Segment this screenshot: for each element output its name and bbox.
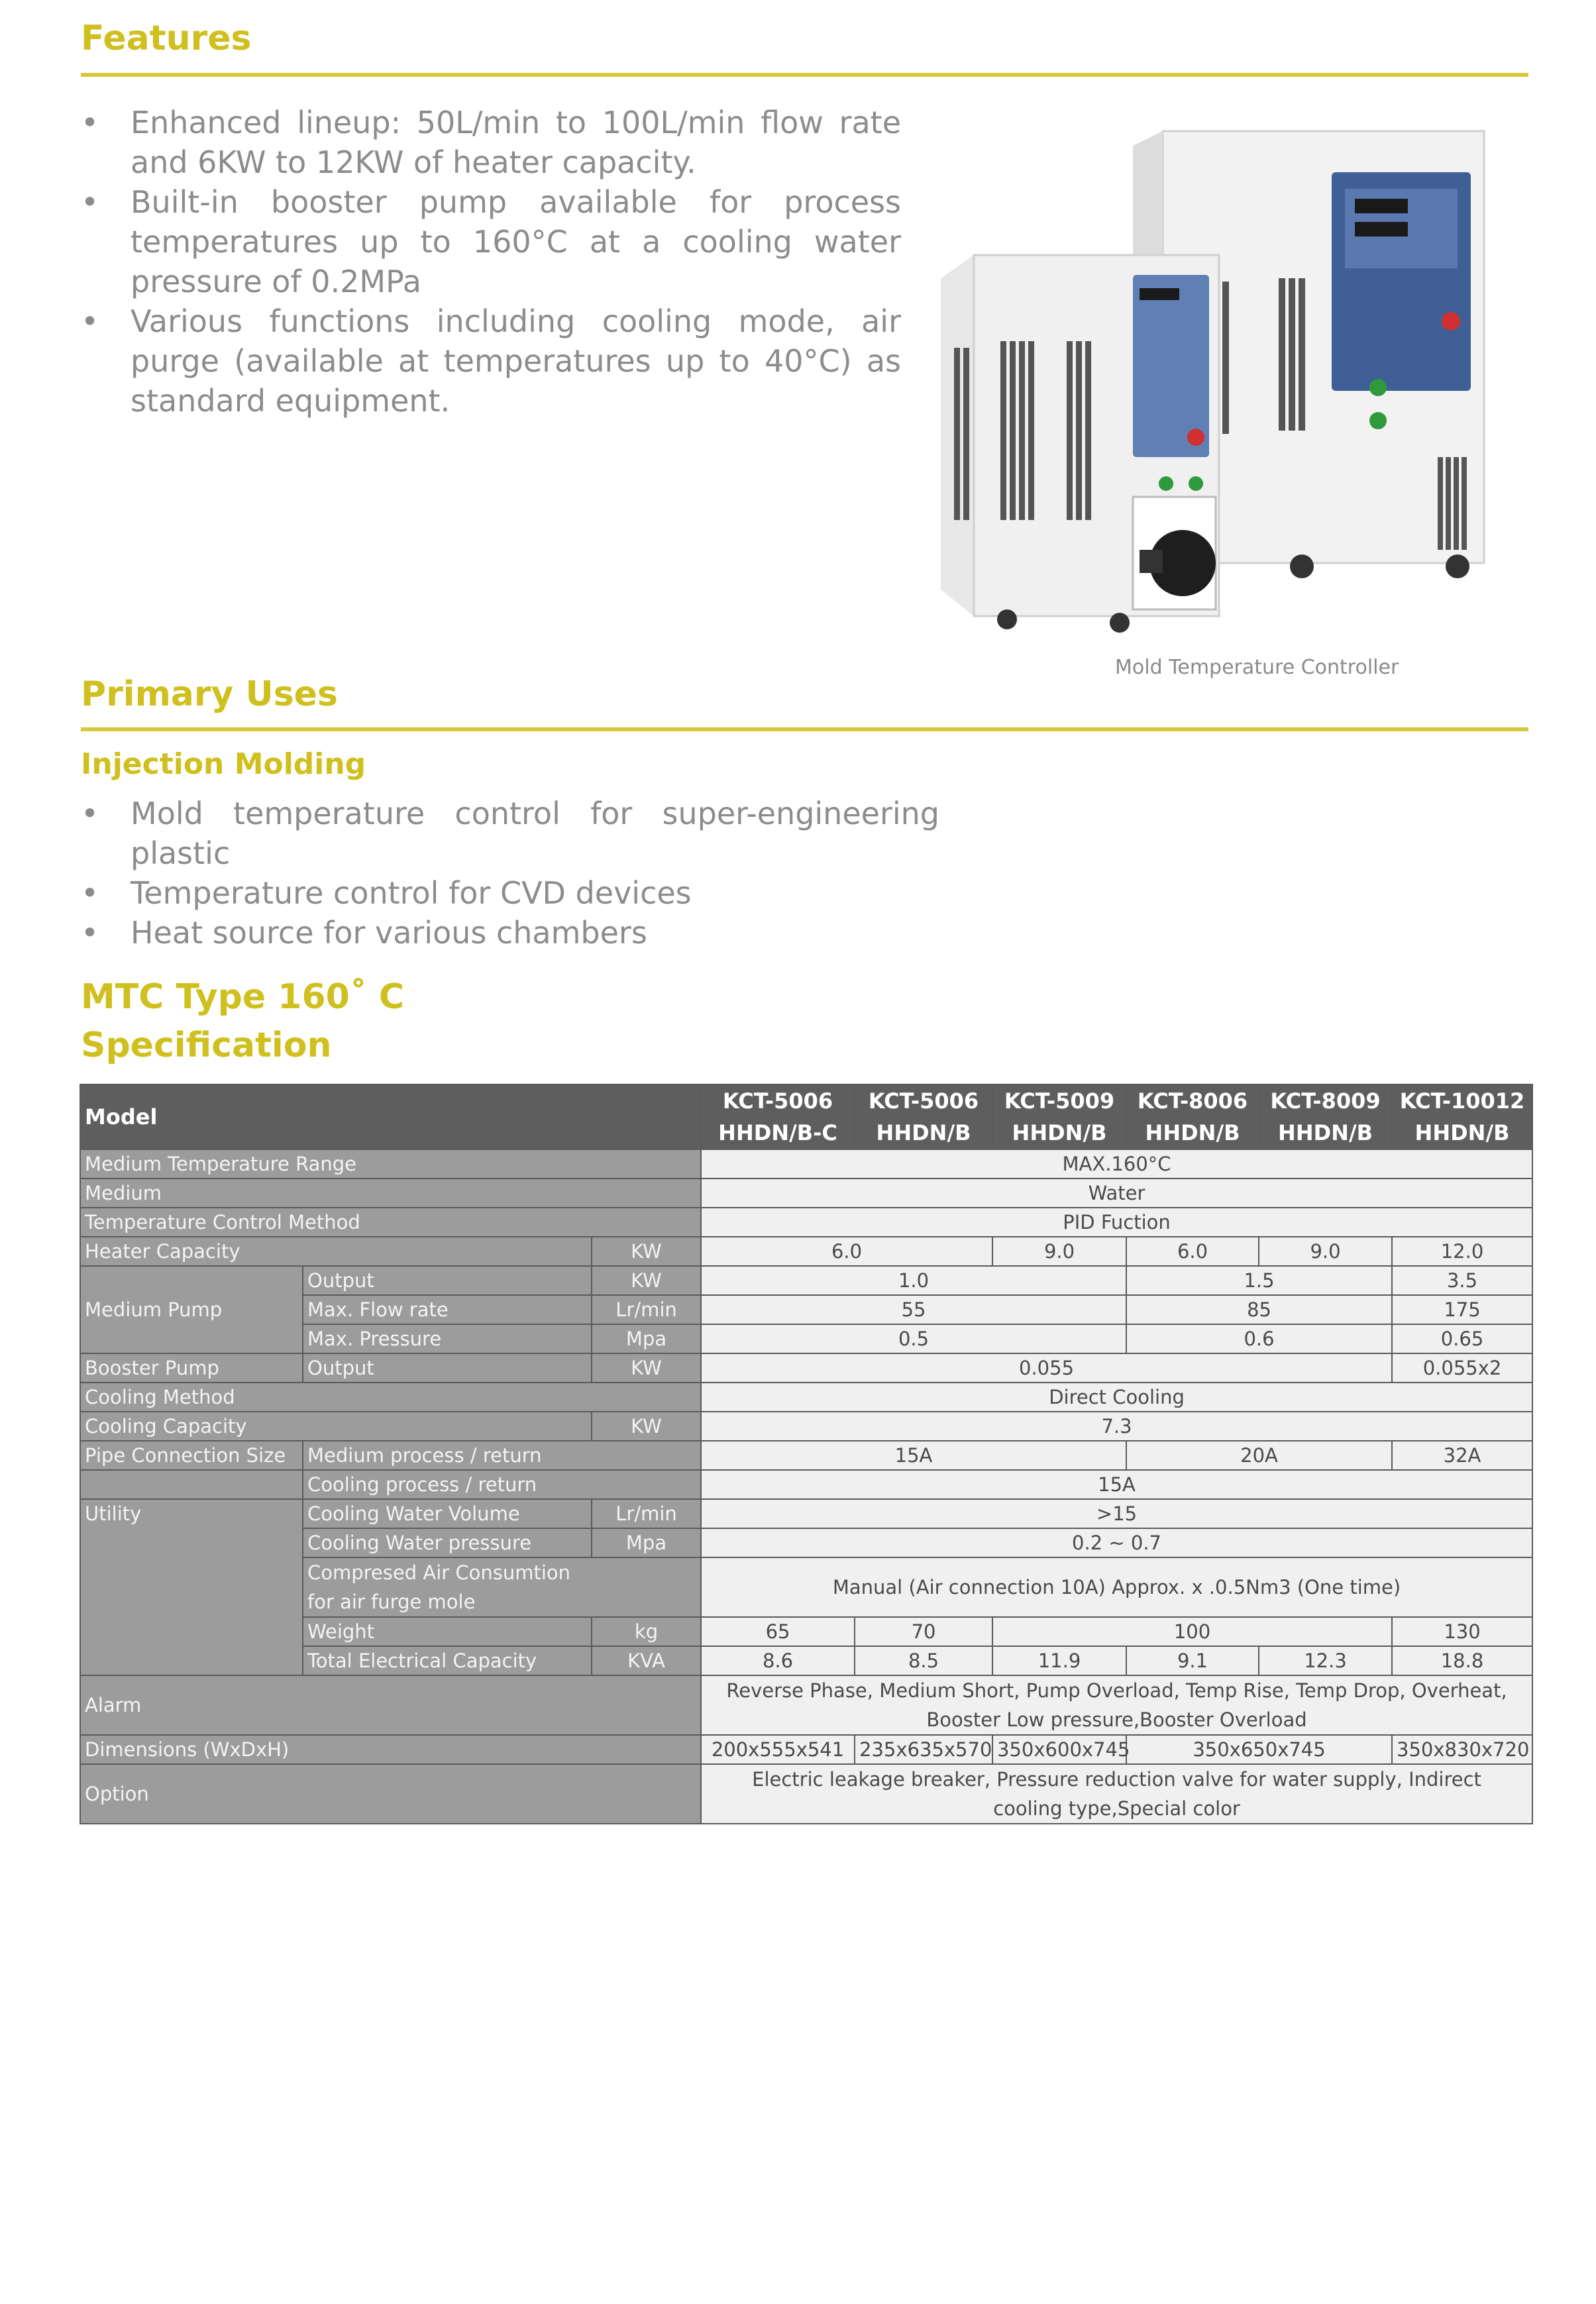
row-label: Cooling Capacity (80, 1412, 592, 1441)
cell: >15 (701, 1499, 1532, 1528)
row-label: Temperature Control Method (80, 1208, 701, 1237)
cell: 85 (1126, 1295, 1392, 1324)
table-row (80, 1470, 1532, 1499)
model-header: Model (80, 1084, 701, 1149)
cell: 3.5 (1392, 1266, 1532, 1295)
unit: KW (592, 1266, 701, 1295)
cell: PID Fuction (701, 1208, 1532, 1237)
cell: 12.0 (1392, 1237, 1532, 1266)
unit: Mpa (592, 1324, 701, 1353)
cell: 15A (701, 1441, 1126, 1470)
primary-uses-list (81, 794, 939, 953)
cell: 350x600x745 (992, 1735, 1126, 1764)
row-label (80, 1470, 303, 1499)
unit: Lr/min (592, 1295, 701, 1324)
row-label: Utility (80, 1499, 303, 1675)
cell: 9.0 (992, 1237, 1126, 1266)
primary-uses-title: Primary Uses (81, 674, 338, 714)
row-sublabel: Medium process / return (303, 1441, 701, 1470)
unit: KW (592, 1353, 701, 1383)
cell: Water (701, 1178, 1532, 1208)
row-sublabel: Output (303, 1266, 592, 1295)
cell: 70 (855, 1617, 992, 1646)
cell: 32A (1392, 1441, 1532, 1470)
cell: 100 (992, 1617, 1392, 1646)
product-image (941, 126, 1491, 649)
row-label: Heater Capacity (80, 1237, 592, 1266)
row-label: Medium Temperature Range (80, 1149, 701, 1178)
cell: Reverse Phase, Medium Short, Pump Overload, Temp Rise, Temp Drop, Overheat, Booster Low pressure,Booster Overload (701, 1675, 1532, 1735)
cell: 8.5 (855, 1646, 992, 1675)
table-row (80, 1412, 1532, 1441)
spec-subtitle: Specification (81, 1025, 332, 1065)
cell: 0.6 (1126, 1324, 1392, 1353)
row-label: Option (80, 1764, 701, 1824)
table-row (80, 1499, 1532, 1528)
list-item: • Temperature control for CVD devices (81, 875, 692, 911)
cell: 9.1 (1126, 1646, 1259, 1675)
row-sublabel: Compresed Air Consumtion for air furge mole (303, 1557, 701, 1617)
row-sublabel: Cooling process / return (303, 1470, 701, 1499)
row-sublabel: Cooling Water pressure (303, 1528, 592, 1557)
row-sublabel: Max. Pressure (303, 1324, 592, 1353)
unit: Lr/min (592, 1499, 701, 1528)
cell: 6.0 (1126, 1237, 1259, 1266)
table-row (80, 1208, 1532, 1237)
cell: 0.65 (1392, 1324, 1532, 1353)
row-sublabel: Cooling Water Volume (303, 1499, 592, 1528)
table-row (80, 1675, 1532, 1735)
table-row (80, 1353, 1532, 1383)
cell: 55 (701, 1295, 1126, 1324)
cell: 0.055 (701, 1353, 1392, 1383)
list-item: • Built-in booster pump available for process temperatures up to 160°C at a cooling water pressure of 0.2MPa (81, 184, 901, 299)
unit: Mpa (592, 1528, 701, 1557)
model-1: KCT-5006 HHDN/B-C (701, 1084, 855, 1149)
unit: KVA (592, 1646, 701, 1675)
cell: 12.3 (1259, 1646, 1392, 1675)
cell: 6.0 (701, 1237, 992, 1266)
cell: 1.5 (1126, 1266, 1392, 1295)
cell: 1.0 (701, 1266, 1126, 1295)
cell: 0.055x2 (1392, 1353, 1532, 1383)
image-caption: Mold Temperature Controller (1115, 656, 1399, 679)
row-label: Cooling Method (80, 1383, 701, 1412)
unit: KW (592, 1412, 701, 1441)
unit: KW (592, 1237, 701, 1266)
row-label: Dimensions (WxDxH) (80, 1735, 701, 1764)
cell: 0.5 (701, 1324, 1126, 1353)
cell: 20A (1126, 1441, 1392, 1470)
model-2: KCT-5006 HHDN/B (855, 1084, 992, 1149)
list-item: • Various functions including cooling mode, air purge (available at temperatures up to 40°C) as standard equipment. (81, 303, 901, 419)
spec-table (80, 1084, 1533, 1824)
spec-title: MTC Type 160˚ C (81, 977, 405, 1017)
model-3: KCT-5009 HHDN/B (992, 1084, 1126, 1149)
list-item: • Mold temperature control for super-engineering plastic (81, 796, 939, 871)
row-sublabel: Total Electrical Capacity (303, 1646, 592, 1675)
row-sublabel: Max. Flow rate (303, 1295, 592, 1324)
cell: 175 (1392, 1295, 1532, 1324)
row-sublabel: Output (303, 1353, 592, 1383)
features-title: Features (81, 19, 252, 58)
table-row (80, 1735, 1532, 1764)
unit: kg (592, 1617, 701, 1646)
cell: 7.3 (701, 1412, 1532, 1441)
cell: 8.6 (701, 1646, 855, 1675)
cell: 350x650x745 (1126, 1735, 1392, 1764)
cell: 0.2 ~ 0.7 (701, 1528, 1532, 1557)
cell: 350x830x720 (1392, 1735, 1532, 1764)
cell: 200x555x541 (701, 1735, 855, 1764)
table-row (80, 1237, 1532, 1266)
cell: Direct Cooling (701, 1383, 1532, 1412)
model-4: KCT-8006 HHDN/B (1126, 1084, 1259, 1149)
row-label: Medium Pump (80, 1266, 303, 1353)
table-row (80, 1441, 1532, 1470)
table-row (80, 1266, 1532, 1295)
table-row (80, 1383, 1532, 1412)
cell: MAX.160°C (701, 1149, 1532, 1178)
row-label: Booster Pump (80, 1353, 303, 1383)
features-list (81, 103, 901, 421)
primary-uses-subtitle: Injection Molding (81, 747, 366, 781)
model-5: KCT-8009 HHDN/B (1259, 1084, 1392, 1149)
cell: Electric leakage breaker, Pressure reduction valve for water supply, Indirect cooling type,Special color (701, 1764, 1532, 1824)
table-row (80, 1084, 1532, 1149)
cell: Manual (Air connection 10A) Approx. x .0.5Nm3 (One time) (701, 1557, 1532, 1617)
primary-uses-divider (81, 727, 1528, 731)
list-item: • Enhanced lineup: 50L/min to 100L/min flow rate and 6KW to 12KW of heater capacity. (81, 105, 901, 180)
row-label: Medium (80, 1178, 701, 1208)
table-row (80, 1764, 1532, 1824)
table-row (80, 1149, 1532, 1178)
cell: 235x635x570 (855, 1735, 992, 1764)
row-label: Pipe Connection Size (80, 1441, 303, 1470)
cell: 11.9 (992, 1646, 1126, 1675)
cell: 9.0 (1259, 1237, 1392, 1266)
cell: 130 (1392, 1617, 1532, 1646)
cell: 18.8 (1392, 1646, 1532, 1675)
list-item: • Heat source for various chambers (81, 915, 647, 951)
row-sublabel: Weight (303, 1617, 592, 1646)
features-divider (81, 73, 1528, 77)
row-label: Alarm (80, 1675, 701, 1735)
cell: 15A (701, 1470, 1532, 1499)
table-row (80, 1178, 1532, 1208)
model-6: KCT-10012 HHDN/B (1392, 1084, 1532, 1149)
cell: 65 (701, 1617, 855, 1646)
small-machine (941, 255, 1219, 633)
